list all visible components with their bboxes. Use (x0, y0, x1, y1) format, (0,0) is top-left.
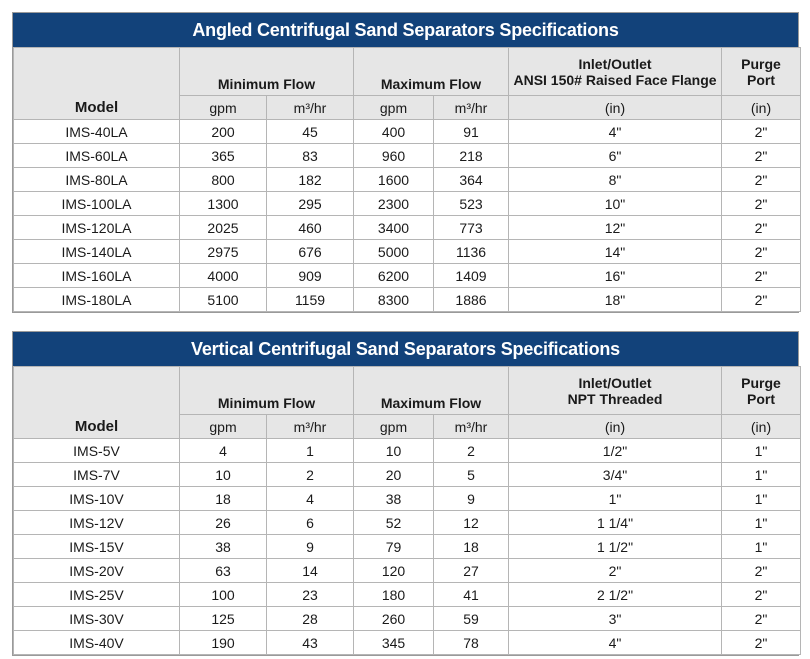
cell-model: IMS-12V (14, 511, 180, 535)
cell-model: IMS-25V (14, 583, 180, 607)
cell: 960 (354, 144, 434, 168)
table-row (14, 631, 801, 655)
cell: 5 (434, 463, 509, 487)
cell: 909 (267, 264, 354, 288)
cell: 5000 (354, 240, 434, 264)
cell: 2" (722, 264, 801, 288)
cell: 1" (722, 511, 801, 535)
header-purge-line2: Port (747, 390, 776, 407)
cell: 1886 (434, 288, 509, 312)
cell: 14 (267, 559, 354, 583)
cell: 2" (509, 559, 722, 583)
header-model: Model (14, 367, 180, 439)
header-max-flow: Maximum Flow (354, 48, 509, 96)
cell-model: IMS-120LA (14, 216, 180, 240)
cell: 41 (434, 583, 509, 607)
cell-model: IMS-140LA (14, 240, 180, 264)
header-purge-line1: Purge (741, 374, 781, 391)
cell: 1136 (434, 240, 509, 264)
unit-gpm: gpm (180, 415, 267, 439)
cell: 1 (267, 439, 354, 463)
cell: 1159 (267, 288, 354, 312)
cell: 1" (722, 439, 801, 463)
cell: 4000 (180, 264, 267, 288)
cell: 800 (180, 168, 267, 192)
cell: 2" (722, 288, 801, 312)
cell: 63 (180, 559, 267, 583)
cell: 5100 (180, 288, 267, 312)
cell: 12" (509, 216, 722, 240)
cell: 2" (722, 216, 801, 240)
cell: 180 (354, 583, 434, 607)
cell: 8300 (354, 288, 434, 312)
header-purge-port (722, 48, 801, 96)
cell: 9 (267, 535, 354, 559)
unit-m3hr: m³/hr (434, 96, 509, 120)
cell: 345 (354, 631, 434, 655)
cell: 1" (722, 535, 801, 559)
header-max-flow: Maximum Flow (354, 367, 509, 415)
cell: 2975 (180, 240, 267, 264)
cell: 27 (434, 559, 509, 583)
cell: 83 (267, 144, 354, 168)
cell: 218 (434, 144, 509, 168)
cell: 45 (267, 120, 354, 144)
angled-specs-table (12, 12, 799, 313)
header-inlet-outlet (509, 367, 722, 415)
cell: 400 (354, 120, 434, 144)
cell: 3" (509, 607, 722, 631)
header-min-flow: Minimum Flow (180, 367, 354, 415)
cell: 4" (509, 120, 722, 144)
cell: 16" (509, 264, 722, 288)
cell: 2" (722, 168, 801, 192)
cell: 4 (180, 439, 267, 463)
cell: 676 (267, 240, 354, 264)
cell: 3/4" (509, 463, 722, 487)
cell: 18 (434, 535, 509, 559)
cell: 2" (722, 240, 801, 264)
cell-model: IMS-7V (14, 463, 180, 487)
cell: 100 (180, 583, 267, 607)
cell: 773 (434, 216, 509, 240)
header-purge-line2: Port (747, 71, 776, 88)
spec-grid (13, 366, 801, 655)
table-row (14, 439, 801, 463)
cell: 2" (722, 607, 801, 631)
cell: 18" (509, 288, 722, 312)
table-row (14, 144, 801, 168)
cell: 14" (509, 240, 722, 264)
cell: 59 (434, 607, 509, 631)
cell: 38 (354, 487, 434, 511)
cell: 295 (267, 192, 354, 216)
cell: 2" (722, 120, 801, 144)
cell: 10" (509, 192, 722, 216)
cell: 6200 (354, 264, 434, 288)
spec-grid (13, 47, 801, 312)
cell-model: IMS-160LA (14, 264, 180, 288)
cell: 6" (509, 144, 722, 168)
unit-in: (in) (722, 96, 801, 120)
cell-model: IMS-100LA (14, 192, 180, 216)
cell: 26 (180, 511, 267, 535)
cell: 2" (722, 192, 801, 216)
cell: 2300 (354, 192, 434, 216)
cell: 8" (509, 168, 722, 192)
cell: 28 (267, 607, 354, 631)
cell: 38 (180, 535, 267, 559)
cell: 12 (434, 511, 509, 535)
table-row (14, 216, 801, 240)
cell: 1/2" (509, 439, 722, 463)
cell: 2" (722, 631, 801, 655)
table-title: Angled Centrifugal Sand Separators Specifications (13, 13, 798, 47)
cell-model: IMS-180LA (14, 288, 180, 312)
header-inlet-line1: Inlet/Outlet (578, 55, 652, 72)
cell-model: IMS-60LA (14, 144, 180, 168)
unit-m3hr: m³/hr (267, 96, 354, 120)
cell: 52 (354, 511, 434, 535)
cell: 79 (354, 535, 434, 559)
cell: 125 (180, 607, 267, 631)
cell: 1600 (354, 168, 434, 192)
table-row (14, 535, 801, 559)
cell: 1409 (434, 264, 509, 288)
cell: 78 (434, 631, 509, 655)
cell: 2" (722, 559, 801, 583)
unit-in: (in) (722, 415, 801, 439)
header-inlet-line1: Inlet/Outlet (578, 374, 652, 391)
unit-m3hr: m³/hr (434, 415, 509, 439)
cell: 6 (267, 511, 354, 535)
table-row (14, 607, 801, 631)
cell: 260 (354, 607, 434, 631)
cell: 365 (180, 144, 267, 168)
table-row (14, 463, 801, 487)
cell: 182 (267, 168, 354, 192)
table-row (14, 240, 801, 264)
cell: 190 (180, 631, 267, 655)
cell: 2 1/2" (509, 583, 722, 607)
header-inlet-line2: ANSI 150# Raised Face Flange (513, 71, 717, 88)
cell-model: IMS-20V (14, 559, 180, 583)
cell: 523 (434, 192, 509, 216)
cell: 460 (267, 216, 354, 240)
table-row (14, 264, 801, 288)
cell: 2" (722, 583, 801, 607)
cell: 1 1/2" (509, 535, 722, 559)
table-row (14, 487, 801, 511)
unit-gpm: gpm (354, 415, 434, 439)
cell: 2025 (180, 216, 267, 240)
cell: 2" (722, 144, 801, 168)
table-row (14, 192, 801, 216)
cell: 200 (180, 120, 267, 144)
table-row (14, 583, 801, 607)
header-inlet-outlet (509, 48, 722, 96)
table-row (14, 511, 801, 535)
cell-model: IMS-80LA (14, 168, 180, 192)
cell: 2 (434, 439, 509, 463)
cell-model: IMS-30V (14, 607, 180, 631)
cell: 10 (354, 439, 434, 463)
cell: 10 (180, 463, 267, 487)
cell: 4" (509, 631, 722, 655)
header-model: Model (14, 48, 180, 120)
unit-gpm: gpm (180, 96, 267, 120)
cell: 364 (434, 168, 509, 192)
cell-model: IMS-5V (14, 439, 180, 463)
unit-in: (in) (509, 96, 722, 120)
table-title: Vertical Centrifugal Sand Separators Specifications (13, 332, 798, 366)
cell: 9 (434, 487, 509, 511)
cell: 23 (267, 583, 354, 607)
cell: 120 (354, 559, 434, 583)
cell-model: IMS-40LA (14, 120, 180, 144)
table-row (14, 559, 801, 583)
header-min-flow: Minimum Flow (180, 48, 354, 96)
header-purge-port (722, 367, 801, 415)
cell-model: IMS-40V (14, 631, 180, 655)
cell: 91 (434, 120, 509, 144)
cell: 1" (509, 487, 722, 511)
header-inlet-line2: NPT Threaded (567, 390, 663, 407)
table-row (14, 168, 801, 192)
cell: 18 (180, 487, 267, 511)
cell: 4 (267, 487, 354, 511)
cell: 3400 (354, 216, 434, 240)
unit-m3hr: m³/hr (267, 415, 354, 439)
table-row (14, 120, 801, 144)
unit-gpm: gpm (354, 96, 434, 120)
cell: 1" (722, 463, 801, 487)
cell: 1300 (180, 192, 267, 216)
cell: 1" (722, 487, 801, 511)
cell-model: IMS-10V (14, 487, 180, 511)
table-row (14, 288, 801, 312)
header-purge-line1: Purge (741, 55, 781, 72)
cell: 20 (354, 463, 434, 487)
cell: 1 1/4" (509, 511, 722, 535)
cell-model: IMS-15V (14, 535, 180, 559)
vertical-specs-table (12, 331, 799, 656)
cell: 2 (267, 463, 354, 487)
unit-in: (in) (509, 415, 722, 439)
cell: 43 (267, 631, 354, 655)
